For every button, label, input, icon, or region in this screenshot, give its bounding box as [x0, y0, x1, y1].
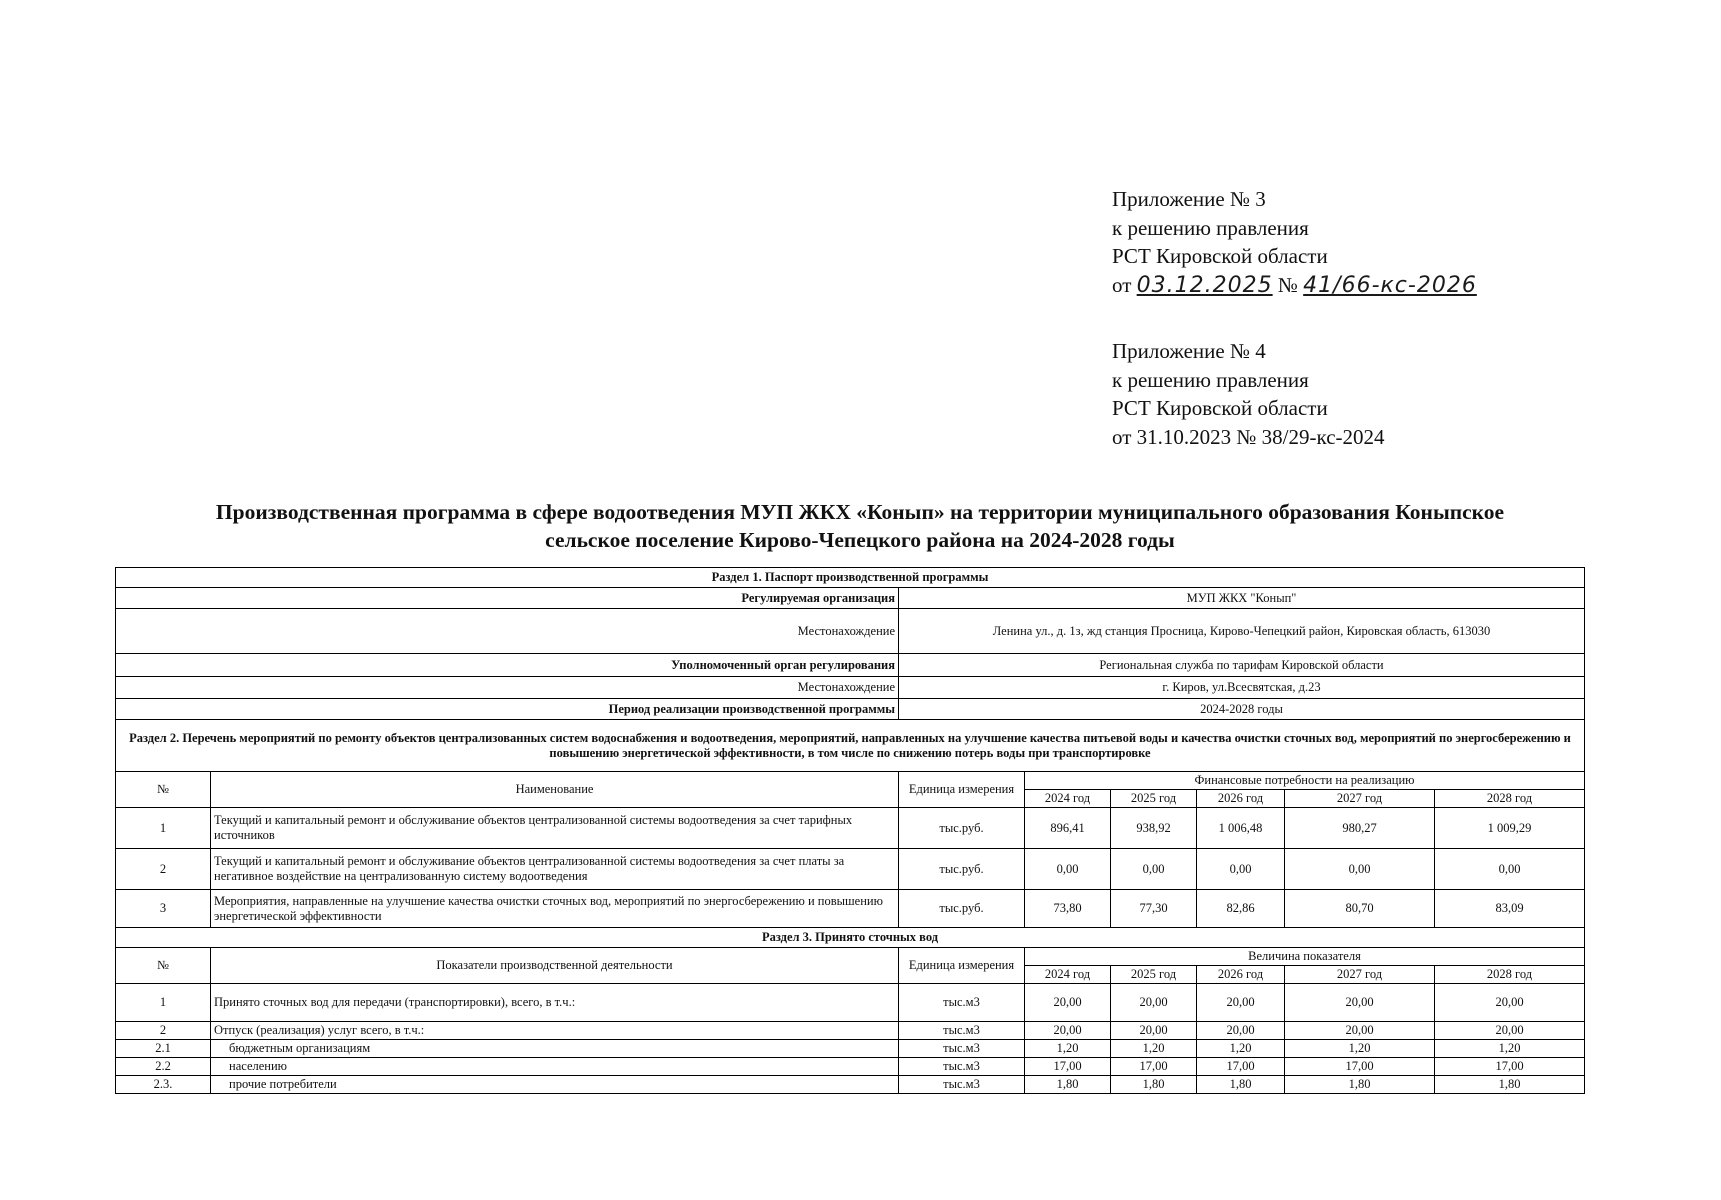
row-name: населению — [211, 1058, 899, 1076]
passport-label: Регулируемая организация — [116, 588, 899, 609]
row-value: 17,00 — [1435, 1058, 1585, 1076]
row-value: 1,20 — [1197, 1040, 1285, 1058]
appendix-4-line2: к решению правления — [1112, 367, 1309, 392]
passport-row — [116, 699, 1585, 720]
passport-row — [116, 588, 1585, 609]
row-value: 1,80 — [1197, 1076, 1285, 1094]
section-2-heading: Раздел 2. Перечень мероприятий по ремонту объектов централизованных систем водоснабжения и водоотведения, мероприятий, направленных на улучшение качества питьевой воды и качества очистки сточных вод, мероприятий по энергосбережению и повышению энергетической эффективности, в том числе по снижению потерь воды при транспортировке — [116, 720, 1585, 772]
row-name: бюджетным организациям — [211, 1040, 899, 1058]
row-number: 1 — [116, 808, 211, 849]
row-unit: тыс.руб. — [899, 849, 1025, 890]
appendix-3-line2: к решению правления — [1112, 215, 1309, 240]
section-3-year-header: 2028 год — [1435, 966, 1585, 984]
section-3-data-row — [116, 984, 1585, 1022]
program-table — [115, 567, 1585, 1094]
section-2-col-group: Финансовые потребности на реализацию — [1025, 772, 1585, 790]
document-title — [120, 498, 1600, 554]
section-2-heading-row — [116, 720, 1585, 772]
appendix-3-number-prefix: № — [1277, 272, 1298, 297]
section-1-heading-row — [116, 568, 1585, 588]
section-3-year-header: 2025 год — [1111, 966, 1197, 984]
appendix-3-block — [1112, 185, 1477, 300]
row-value: 0,00 — [1285, 849, 1435, 890]
row-value: 20,00 — [1197, 1022, 1285, 1040]
row-value: 1,20 — [1435, 1040, 1585, 1058]
row-value: 17,00 — [1197, 1058, 1285, 1076]
row-value: 20,00 — [1285, 1022, 1435, 1040]
row-value: 896,41 — [1025, 808, 1111, 849]
row-value: 1,20 — [1111, 1040, 1197, 1058]
section-2-data-row — [116, 849, 1585, 890]
passport-value: Ленина ул., д. 1з, жд станция Просница, Кирово-Чепецкий район, Кировская область, 613030 — [899, 609, 1585, 654]
row-value: 20,00 — [1197, 984, 1285, 1022]
section-3-heading: Раздел 3. Принято сточных вод — [116, 928, 1585, 948]
section-2-col-unit: Единица измерения — [899, 772, 1025, 808]
document-title-line1: Производственная программа в сфере водоотведения МУП ЖКХ «Конып» на территории муниципального образования Коныпское — [215, 500, 1505, 524]
row-name: Принято сточных вод для передачи (транспортировки), всего, в т.ч.: — [211, 984, 899, 1022]
section-3-col-group: Величина показателя — [1025, 948, 1585, 966]
passport-value: МУП ЖКХ "Конып" — [899, 588, 1585, 609]
appendix-3-title: Приложение № 3 — [1112, 187, 1266, 211]
section-3-data-row — [116, 1058, 1585, 1076]
row-name: прочие потребители — [211, 1076, 899, 1094]
passport-label: Местонахождение — [116, 677, 899, 699]
section-2-year-header: 2027 год — [1285, 790, 1435, 808]
row-unit: тыс.м3 — [899, 984, 1025, 1022]
section-3-data-row — [116, 1076, 1585, 1094]
row-value: 938,92 — [1111, 808, 1197, 849]
appendix-3-number: 41/66-кс-2026 — [1303, 272, 1477, 298]
passport-label: Местонахождение — [116, 609, 899, 654]
appendix-4-line3: РСТ Кировской области — [1112, 396, 1328, 420]
row-name: Мероприятия, направленные на улучшение качества очистки сточных вод, мероприятий по энергосбережению и повышению энергетической эффективности — [211, 890, 899, 928]
appendix-4-block — [1112, 337, 1385, 451]
row-value: 82,86 — [1197, 890, 1285, 928]
row-number: 2 — [116, 1022, 211, 1040]
row-value: 0,00 — [1025, 849, 1111, 890]
section-2-col-num: № — [116, 772, 211, 808]
row-unit: тыс.руб. — [899, 890, 1025, 928]
document-title-line2: сельское поселение Кирово-Чепецкого района на 2024-2028 годы — [545, 528, 1175, 552]
section-3-col-unit: Единица измерения — [899, 948, 1025, 984]
row-value: 17,00 — [1025, 1058, 1111, 1076]
appendix-4-title: Приложение № 4 — [1112, 339, 1266, 363]
section-2-col-name: Наименование — [211, 772, 899, 808]
row-value: 20,00 — [1025, 1022, 1111, 1040]
row-number: 3 — [116, 890, 211, 928]
row-value: 980,27 — [1285, 808, 1435, 849]
section-2-year-header: 2024 год — [1025, 790, 1111, 808]
row-value: 0,00 — [1111, 849, 1197, 890]
appendix-3-date: 03.12.2025 — [1136, 272, 1273, 298]
section-3-year-header: 2026 год — [1197, 966, 1285, 984]
row-number: 2.2 — [116, 1058, 211, 1076]
row-name: Текущий и капитальный ремонт и обслуживание объектов централизованной системы водоотведения за счет платы за негативное воздействие на централизованную систему водоотведения — [211, 849, 899, 890]
row-value: 20,00 — [1435, 984, 1585, 1022]
section-3-year-header: 2027 год — [1285, 966, 1435, 984]
row-value: 0,00 — [1435, 849, 1585, 890]
row-value: 1 006,48 — [1197, 808, 1285, 849]
row-value: 1,80 — [1285, 1076, 1435, 1094]
passport-value: г. Киров, ул.Всесвятская, д.23 — [899, 677, 1585, 699]
section-3-heading-row — [116, 928, 1585, 948]
section-3-col-name: Показатели производственной деятельности — [211, 948, 899, 984]
appendix-3-date-line — [1112, 271, 1477, 301]
row-value: 0,00 — [1197, 849, 1285, 890]
row-value: 20,00 — [1285, 984, 1435, 1022]
row-value: 1,80 — [1025, 1076, 1111, 1094]
row-value: 17,00 — [1111, 1058, 1197, 1076]
appendix-3-line3: РСТ Кировской области — [1112, 244, 1328, 268]
row-value: 80,70 — [1285, 890, 1435, 928]
row-unit: тыс.м3 — [899, 1022, 1025, 1040]
row-name: Отпуск (реализация) услуг всего, в т.ч.: — [211, 1022, 899, 1040]
row-unit: тыс.м3 — [899, 1058, 1025, 1076]
row-number: 1 — [116, 984, 211, 1022]
row-value: 17,00 — [1285, 1058, 1435, 1076]
section-3-header-row — [116, 948, 1585, 966]
row-value: 20,00 — [1111, 1022, 1197, 1040]
row-value: 77,30 — [1111, 890, 1197, 928]
row-unit: тыс.м3 — [899, 1076, 1025, 1094]
row-value: 1 009,29 — [1435, 808, 1585, 849]
appendix-3-from: от — [1112, 272, 1132, 297]
row-value: 1,80 — [1435, 1076, 1585, 1094]
section-1-heading: Раздел 1. Паспорт производственной программы — [116, 568, 1585, 588]
passport-label: Уполномоченный орган регулирования — [116, 654, 899, 677]
row-unit: тыс.руб. — [899, 808, 1025, 849]
row-value: 20,00 — [1111, 984, 1197, 1022]
row-unit: тыс.м3 — [899, 1040, 1025, 1058]
passport-value: Региональная служба по тарифам Кировской области — [899, 654, 1585, 677]
row-value: 1,80 — [1111, 1076, 1197, 1094]
section-3-year-header: 2024 год — [1025, 966, 1111, 984]
section-2-year-header: 2028 год — [1435, 790, 1585, 808]
row-number: 2.3. — [116, 1076, 211, 1094]
passport-label: Период реализации производственной программы — [116, 699, 899, 720]
section-2-header-row — [116, 772, 1585, 790]
section-2-data-row — [116, 808, 1585, 849]
section-2-year-header: 2025 год — [1111, 790, 1197, 808]
row-value: 73,80 — [1025, 890, 1111, 928]
passport-row — [116, 677, 1585, 699]
row-number: 2 — [116, 849, 211, 890]
section-3-data-row — [116, 1040, 1585, 1058]
row-name: Текущий и капитальный ремонт и обслуживание объектов централизованной системы водоотведения за счет тарифных источников — [211, 808, 899, 849]
passport-row — [116, 609, 1585, 654]
row-value: 83,09 — [1435, 890, 1585, 928]
row-value: 1,20 — [1025, 1040, 1111, 1058]
passport-row — [116, 654, 1585, 677]
section-3-data-row — [116, 1022, 1585, 1040]
section-3-col-num: № — [116, 948, 211, 984]
section-2-year-header: 2026 год — [1197, 790, 1285, 808]
appendix-4-line4: от 31.10.2023 № 38/29-кс-2024 — [1112, 424, 1385, 449]
row-value: 20,00 — [1025, 984, 1111, 1022]
passport-value: 2024-2028 годы — [899, 699, 1585, 720]
section-2-data-row — [116, 890, 1585, 928]
row-number: 2.1 — [116, 1040, 211, 1058]
row-value: 1,20 — [1285, 1040, 1435, 1058]
row-value: 20,00 — [1435, 1022, 1585, 1040]
